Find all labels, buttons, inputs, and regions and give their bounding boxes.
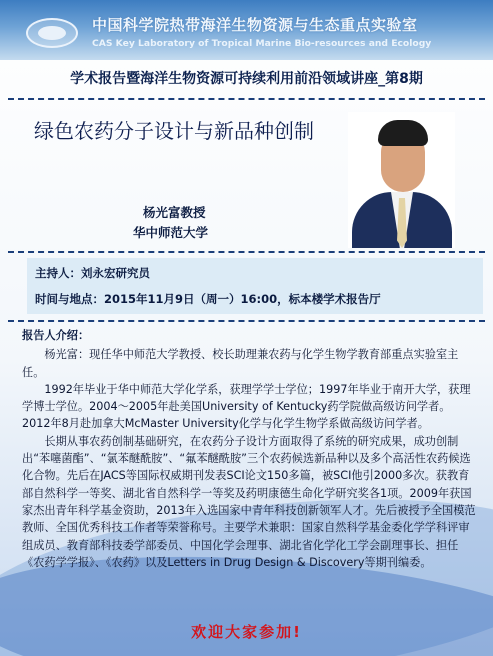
bio-paragraph: 长期从事农药创制基础研究，在农药分子设计方面取得了系统的研究成果，成功创制出“苯噻菌酯”、“氯苯醚酰胺”、“氟苯醚酰胺”三个农药候选新品种以及多个高活性农药候选化合物。先后在JACS等国际权威期刊发表SCI论文150多篇，被SCI他引2000多次。获教育部自然科学一等奖、湖北省自然科学一等奖及药明康德生命化学研究奖各1项。2009年获国家杰出青年科学基金资助，2013年入选国家中青年科技创新领军人才。先后被授予全国模范教师、全国优秀科技工作者等荣誉称号。主要学术兼职：国家自然科学基金委化学学科评审组成员、教育部科技委学部委员、中国化学会理事、湖北省化学化工学会副理事长、担任《农药学学报》、《农药》以及Letters in Drug Design & Discovery等期刊编委。	[22, 434, 476, 569]
org-name-cn: 中国科学院热带海洋生物资源与生态重点实验室	[92, 16, 418, 34]
speaker-bio	[22, 327, 476, 571]
divider	[8, 320, 485, 322]
bio-paragraph: 1992年毕业于华中师范大学化学系，获理学学士学位；1997年毕业于南开大学，获理学博士学位。2004～2005年赴美国University of Kentucky药学院做高级访问学者。2012年8月赴加拿大McMaster University化学与化学生物学系做高级访问学者。	[22, 382, 471, 431]
speaker-affiliation: 华中师范大学	[133, 225, 209, 240]
talk-title: 绿色农药分子设计与新品种创制	[34, 119, 314, 143]
welcome-banner: 欢迎大家参加!	[191, 623, 302, 641]
host-line: 主持人：刘永宏研究员	[35, 266, 150, 280]
time-place-line: 时间与地点：2015年11月9日（周一）16:00，标本楼学术报告厅	[35, 292, 381, 306]
divider	[8, 251, 485, 253]
bio-paragraph: 杨光富：现任华中师范大学教授、校长助理兼农药与化学生物学教育部重点实验室主任。	[22, 348, 459, 379]
speaker-name: 杨光富教授	[143, 205, 206, 220]
bio-heading: 报告人介绍：	[22, 329, 90, 342]
divider	[8, 98, 485, 100]
speaker-photo	[348, 112, 455, 248]
lab-logo-icon	[26, 18, 78, 48]
series-title: 学术报告暨海洋生物资源可持续利用前沿领域讲座_第8期	[70, 71, 423, 87]
header-banner	[0, 0, 493, 60]
org-name-en: CAS Key Laboratory of Tropical Marine Bio-resources and Ecology	[92, 38, 432, 49]
